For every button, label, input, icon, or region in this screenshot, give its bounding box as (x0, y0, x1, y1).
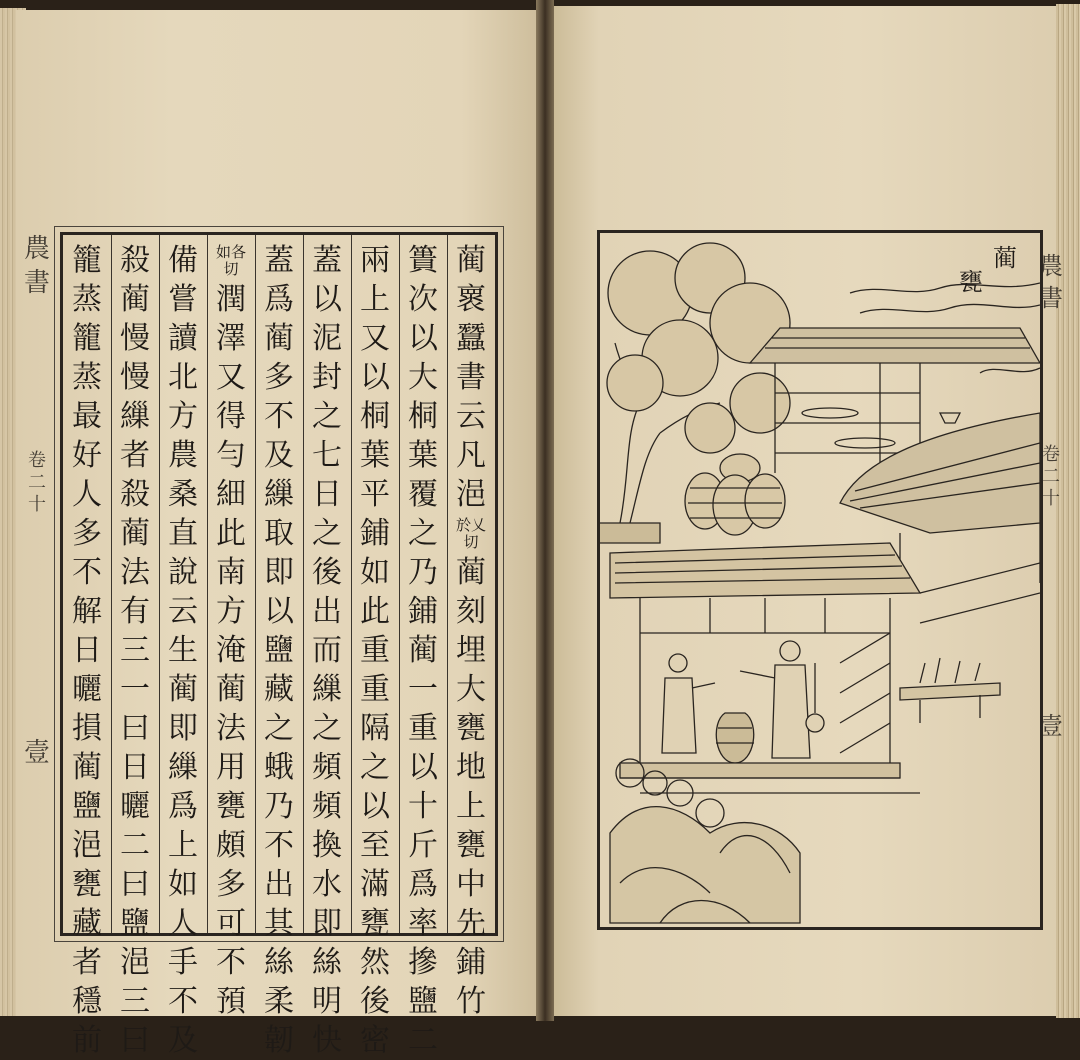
text-column (161, 241, 205, 1060)
margin-page-number: 壹 (23, 738, 50, 768)
text-char: 然 (360, 945, 390, 980)
text-char: 繅 (120, 399, 150, 434)
text-char: 鋪 (360, 516, 390, 551)
text-char: 蔺 (72, 750, 102, 785)
text-char: 隔 (360, 711, 390, 746)
text-char: 爲 (264, 282, 294, 317)
text-column (353, 241, 397, 1060)
text-char: 即 (168, 711, 198, 746)
text-char: 即 (312, 906, 342, 941)
text-char: 及 (264, 438, 294, 473)
text-char: 爲 (408, 867, 438, 902)
text-char: 鋪 (408, 594, 438, 629)
text-char: 甕 (456, 711, 486, 746)
text-char: 澤 (216, 321, 246, 356)
text-char: 快 (312, 1023, 342, 1058)
text-char: 蠶 (456, 321, 486, 356)
text-char: 甕 (72, 867, 102, 902)
column-rule (303, 235, 304, 933)
text-char: 斤 (408, 828, 438, 863)
text-char: 備 (168, 243, 198, 278)
text-char: 蔺 (120, 516, 150, 551)
text-char: 覆 (408, 477, 438, 512)
text-frame (60, 232, 498, 1058)
text-char: 之 (360, 750, 390, 785)
column-rule (399, 235, 400, 933)
text-char: 三 (120, 984, 150, 1019)
text-char: 滿 (360, 867, 390, 902)
text-char: 日 (72, 633, 102, 668)
text-char: 云 (168, 594, 198, 629)
text-char: 後 (312, 555, 342, 590)
text-char: 摻 (408, 945, 438, 980)
text-char: 方 (216, 594, 246, 629)
text-char: 率 (408, 906, 438, 941)
text-char: 絲 (312, 945, 342, 980)
text-char: 竹 (456, 984, 486, 1019)
text-char: 蔺 (408, 633, 438, 668)
text-char: 者 (120, 438, 150, 473)
text-char: 此 (360, 594, 390, 629)
margin-label-text-right: 卷 二 十 (1042, 444, 1060, 509)
text-column (257, 241, 301, 1060)
text-char: 浥 (120, 945, 150, 980)
text-char: 又 (360, 321, 390, 356)
text-char: 而 (312, 633, 342, 668)
column-rule (255, 235, 256, 933)
text-char: 法 (120, 555, 150, 590)
text-char: 人 (168, 906, 198, 941)
text-char: 出 (264, 867, 294, 902)
text-char: 可 (216, 906, 246, 941)
text-column (209, 241, 253, 1021)
text-char: 明 (312, 984, 342, 1019)
jar (716, 713, 754, 763)
text-column (305, 241, 349, 1060)
text-char: 如 (360, 555, 390, 590)
text-char: 蔺 (168, 672, 198, 707)
text-char: 得 (216, 399, 246, 434)
text-char: 日 (120, 750, 150, 785)
text-char: 先 (456, 906, 486, 941)
text-char: 之 (312, 516, 342, 551)
text-char: 大 (456, 672, 486, 707)
text-char: 浥 (72, 828, 102, 863)
text-char: 繅 (312, 672, 342, 707)
text-char: 之 (312, 399, 342, 434)
text-char: 上 (360, 282, 390, 317)
text-char: 蓋 (264, 243, 294, 278)
text-char: 上 (456, 789, 486, 824)
text-char: 中 (456, 867, 486, 902)
text-char: 柔 (264, 984, 294, 1019)
text-char: 簣 (408, 243, 438, 278)
text-char: 繅 (168, 750, 198, 785)
text-char: 北 (168, 360, 198, 395)
rocks-and-shrubs (610, 759, 800, 923)
illustration-frame (597, 230, 1043, 930)
text-char: 嘗 (168, 282, 198, 317)
text-char: 二 (120, 828, 150, 863)
text-char: 韌 (264, 1023, 294, 1058)
text-char: 地 (456, 750, 486, 785)
text-char: 蔺 (456, 243, 486, 278)
text-char: 籠 (72, 243, 102, 278)
text-char: 蓋 (312, 243, 342, 278)
text-char: 葉 (408, 438, 438, 473)
text-char: 蔺 (264, 321, 294, 356)
annotation-note: 於乂切 (455, 515, 486, 551)
text-char: 多 (216, 867, 246, 902)
text-char: 封 (312, 360, 342, 395)
text-char: 最 (72, 399, 102, 434)
text-char: 好 (72, 438, 102, 473)
text-char: 鹽 (408, 984, 438, 1019)
text-char: 慢 (120, 321, 150, 356)
text-char: 蒸 (72, 282, 102, 317)
text-char: 乃 (264, 789, 294, 824)
text-char: 以 (408, 321, 438, 356)
text-char: 一 (408, 672, 438, 707)
text-char: 勻 (216, 438, 246, 473)
text-char: 換 (312, 828, 342, 863)
illustration-caption (990, 243, 1020, 273)
text-column (65, 241, 109, 1060)
text-char: 農 (168, 438, 198, 473)
text-char: 鹽 (72, 789, 102, 824)
text-char: 刻 (456, 594, 486, 629)
text-char: 褱 (456, 282, 486, 317)
text-char: 絲 (264, 945, 294, 980)
text-char: 預 (216, 984, 246, 1019)
margin-label-text: 卷 二 十 (28, 450, 46, 515)
text-char: 平 (360, 477, 390, 512)
text-char: 籠 (72, 321, 102, 356)
text-char: 一 (120, 672, 150, 707)
text-char: 大 (408, 360, 438, 395)
text-char: 即 (264, 555, 294, 590)
text-column (449, 241, 493, 1021)
text-char: 甕 (456, 828, 486, 863)
baskets (685, 454, 785, 535)
text-char: 殺 (120, 243, 150, 278)
text-char: 殺 (120, 477, 150, 512)
text-char: 以 (312, 282, 342, 317)
text-char: 乃 (408, 555, 438, 590)
text-char: 不 (264, 828, 294, 863)
text-char: 蔺 (120, 282, 150, 317)
text-char: 出 (312, 594, 342, 629)
text-char: 不 (216, 945, 246, 980)
text-char: 頗 (216, 828, 246, 863)
text-char: 以 (360, 789, 390, 824)
left-margin-title (22, 232, 52, 770)
text-char: 細 (216, 477, 246, 512)
text-char: 密 (360, 1023, 390, 1058)
text-char: 讀 (168, 321, 198, 356)
text-char: 曰 (120, 867, 150, 902)
text-char: 云 (456, 399, 486, 434)
text-char: 重 (408, 711, 438, 746)
text-char: 不 (72, 555, 102, 590)
text-char: 說 (168, 555, 198, 590)
text-char: 淹 (216, 633, 246, 668)
text-char: 三 (120, 633, 150, 668)
text-char: 次 (408, 282, 438, 317)
text-char: 潤 (216, 282, 246, 317)
text-column (401, 241, 445, 1060)
text-char: 者 (72, 945, 102, 980)
text-char: 爲 (168, 789, 198, 824)
plant-shelf (900, 658, 1000, 723)
text-char: 鹽 (120, 906, 150, 941)
text-char: 前 (72, 1023, 102, 1058)
text-char: 甕 (360, 906, 390, 941)
text-char: 不 (264, 399, 294, 434)
text-char: 不 (168, 984, 198, 1019)
text-char: 重 (360, 633, 390, 668)
text-char: 至 (360, 828, 390, 863)
text-char: 書 (456, 360, 486, 395)
text-char: 其 (264, 906, 294, 941)
text-char: 以 (408, 750, 438, 785)
text-char: 曬 (120, 789, 150, 824)
column-rule (447, 235, 448, 933)
text-char: 直 (168, 516, 198, 551)
text-char: 慢 (120, 360, 150, 395)
text-char: 有 (120, 594, 150, 629)
column-rule (207, 235, 208, 933)
text-char: 桐 (360, 399, 390, 434)
margin-title-text-right: 農 書 (1039, 252, 1063, 312)
text-char: 頻 (312, 750, 342, 785)
text-char: 鹽 (264, 633, 294, 668)
text-char: 凡 (456, 438, 486, 473)
text-char: 重 (360, 672, 390, 707)
text-char: 日 (312, 477, 342, 512)
text-char: 桑 (168, 477, 198, 512)
text-char: 方 (168, 399, 198, 434)
text-char: 二 (408, 1023, 438, 1058)
text-char: 用 (216, 750, 246, 785)
text-char: 之 (264, 711, 294, 746)
text-char: 之 (408, 516, 438, 551)
column-rule (351, 235, 352, 933)
margin-page-number-right: 壹 (1039, 712, 1063, 740)
text-char: 法 (216, 711, 246, 746)
text-char: 甕 (216, 789, 246, 824)
text-char: 南 (216, 555, 246, 590)
caption-char: 甕 (959, 268, 983, 296)
text-char: 曬 (72, 672, 102, 707)
text-char: 桐 (408, 399, 438, 434)
text-char: 後 (360, 984, 390, 1019)
text-char: 以 (264, 594, 294, 629)
illustration-caption (956, 267, 986, 297)
text-char: 損 (72, 711, 102, 746)
text-char: 人 (72, 477, 102, 512)
text-char: 藏 (72, 906, 102, 941)
text-char: 蛾 (264, 750, 294, 785)
text-char: 浥 (456, 477, 486, 512)
margin-title-text: 農 書 (23, 234, 50, 298)
text-char: 之 (312, 711, 342, 746)
text-char: 葉 (360, 438, 390, 473)
text-char: 如 (168, 867, 198, 902)
text-char: 兩 (360, 243, 390, 278)
text-char: 蔺 (216, 672, 246, 707)
annotation-note: 如各切 (215, 242, 246, 278)
text-char: 取 (264, 516, 294, 551)
text-char: 曰 (120, 1023, 150, 1058)
text-char: 此 (216, 516, 246, 551)
text-char: 又 (216, 360, 246, 395)
text-char: 頻 (312, 789, 342, 824)
text-char: 七 (312, 438, 342, 473)
text-char: 十 (408, 789, 438, 824)
book-gutter (536, 0, 554, 1021)
text-column (113, 241, 157, 1060)
text-char: 水 (312, 867, 342, 902)
text-char: 泥 (312, 321, 342, 356)
column-rule (159, 235, 160, 933)
figure-left (662, 654, 715, 753)
text-char: 蔺 (456, 555, 486, 590)
text-char: 手 (168, 945, 198, 980)
text-char: 上 (168, 828, 198, 863)
text-char: 藏 (264, 672, 294, 707)
text-char: 蒸 (72, 360, 102, 395)
text-char: 穩 (72, 984, 102, 1019)
column-rule (111, 235, 112, 933)
text-char: 鋪 (456, 945, 486, 980)
text-char: 埋 (456, 633, 486, 668)
text-char: 繅 (264, 477, 294, 512)
woodblock-illustration (600, 233, 1040, 927)
text-char: 多 (72, 516, 102, 551)
text-char: 以 (360, 360, 390, 395)
text-char: 及 (168, 1023, 198, 1058)
text-char: 生 (168, 633, 198, 668)
caption-char: 蔺 (993, 244, 1017, 272)
text-char: 多 (264, 360, 294, 395)
text-char: 曰 (120, 711, 150, 746)
text-char: 解 (72, 594, 102, 629)
